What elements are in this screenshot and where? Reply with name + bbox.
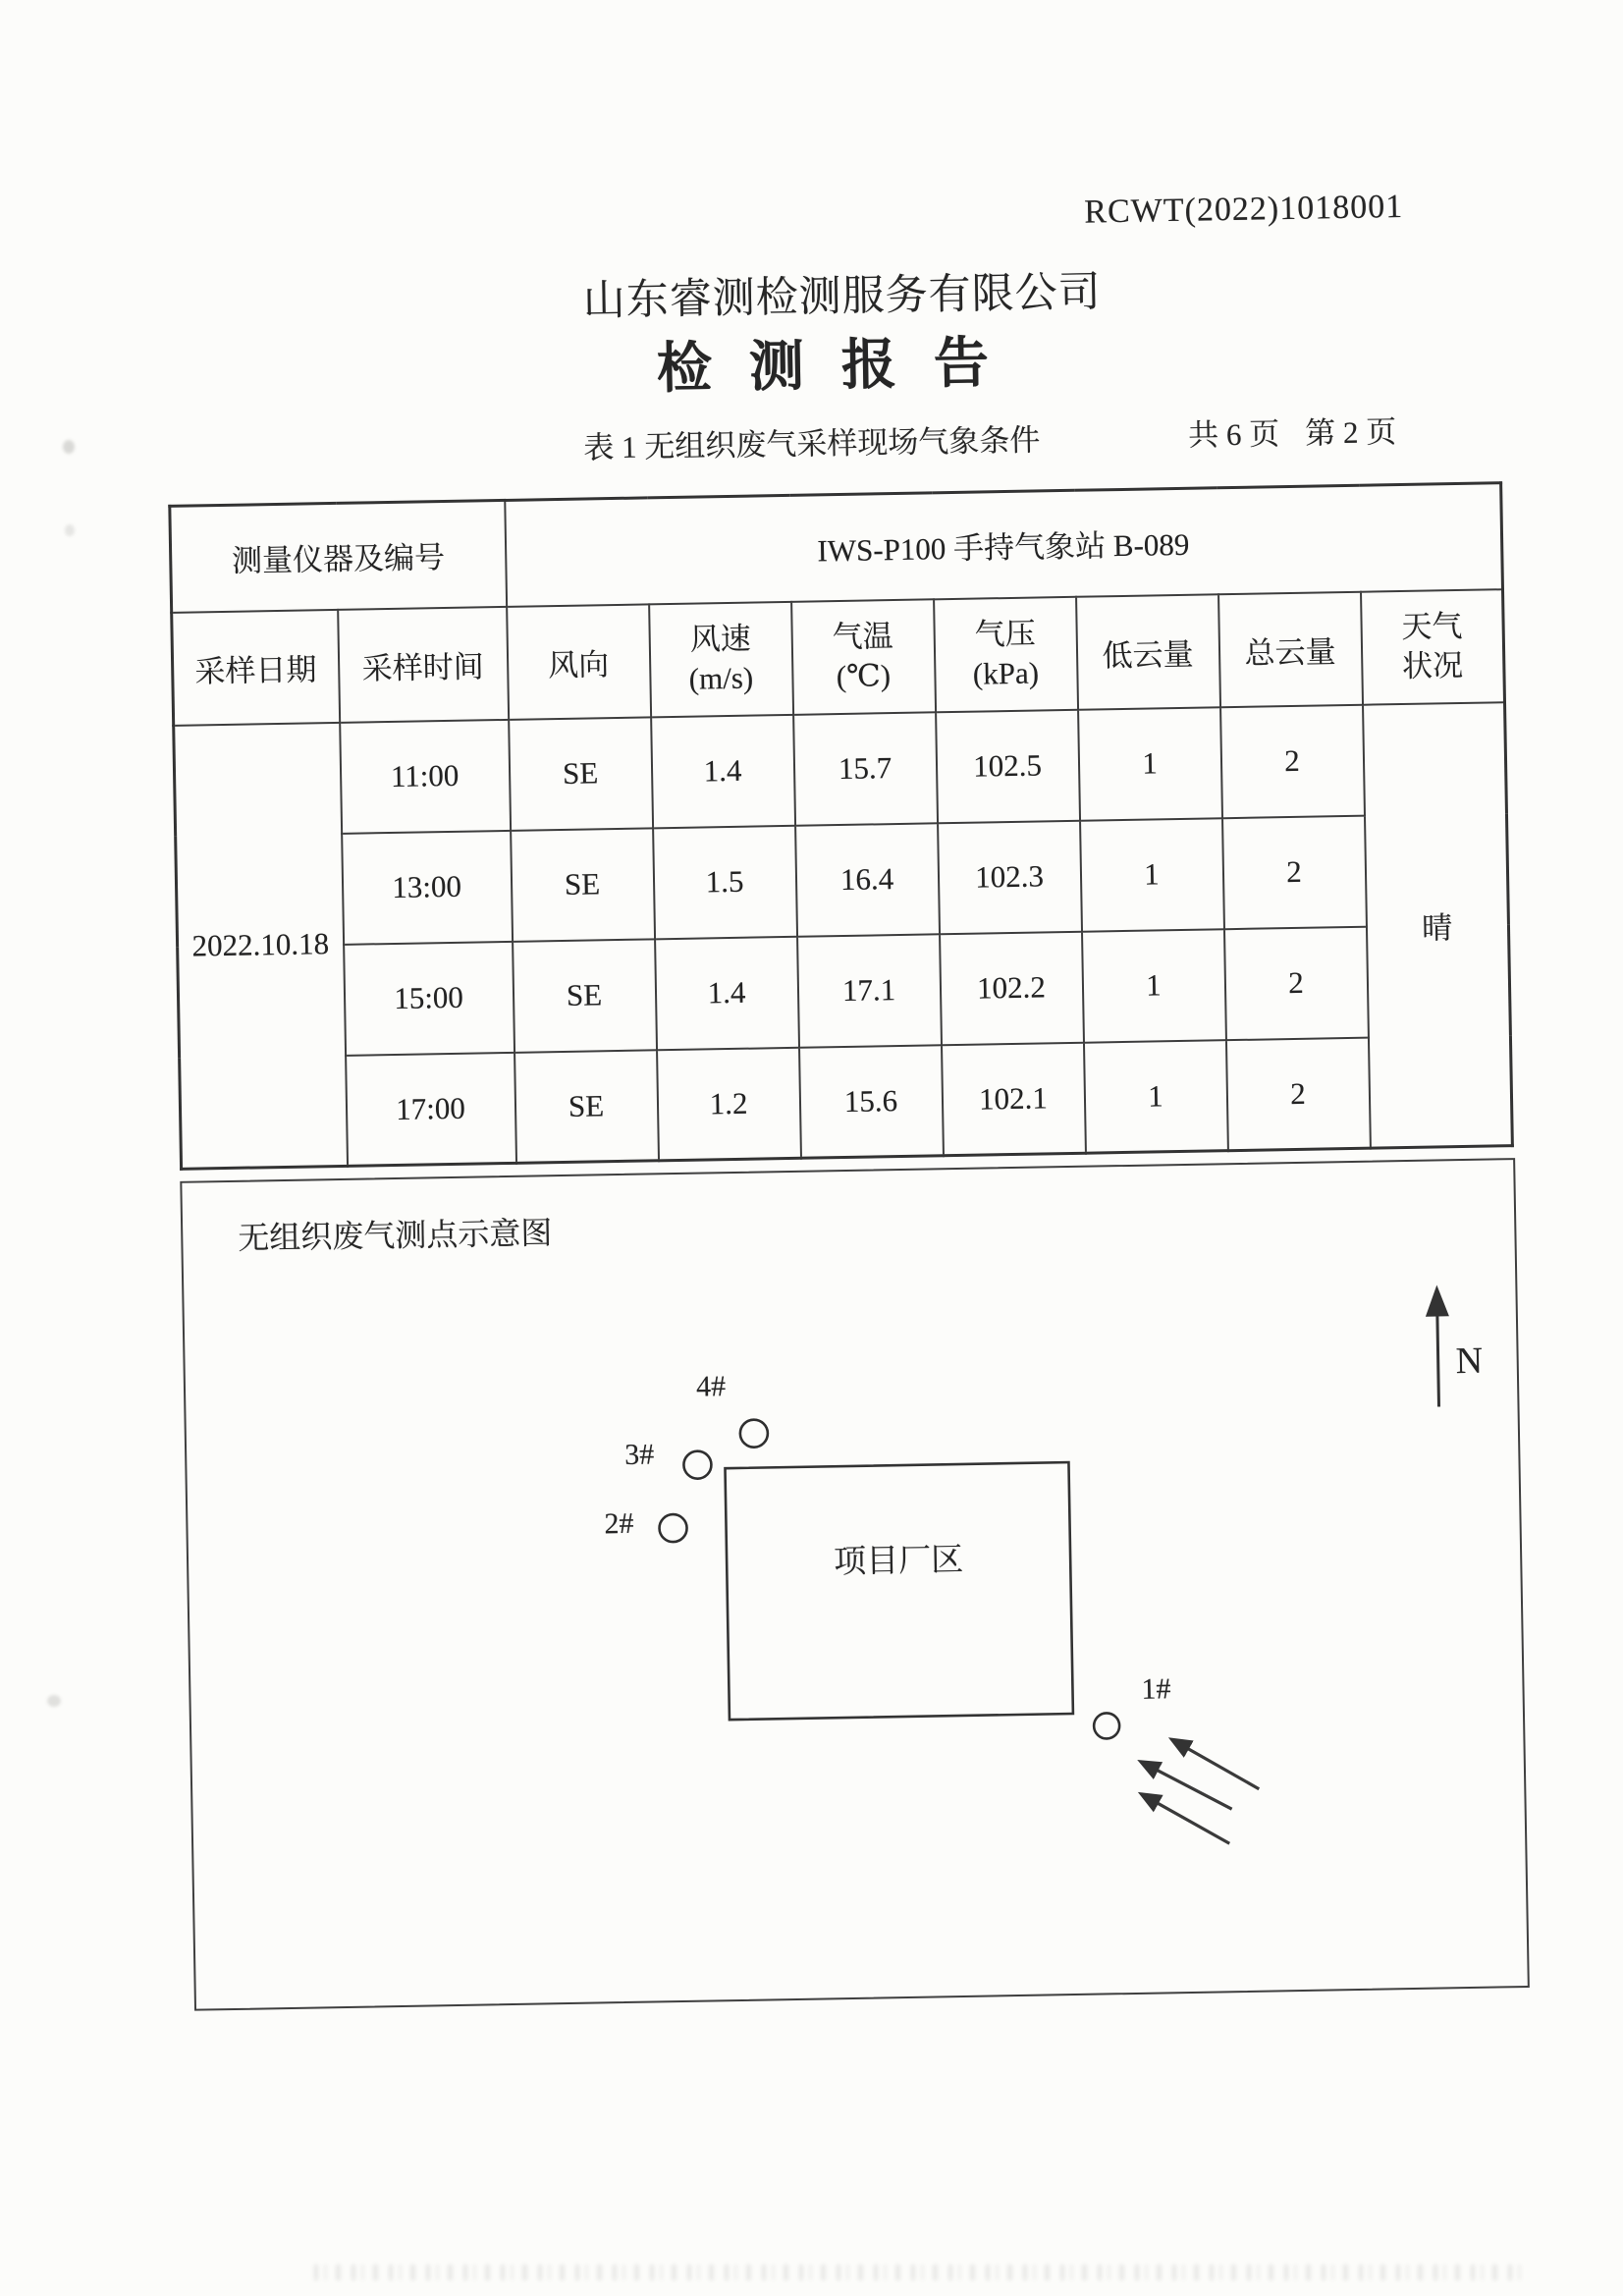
scan-smudge	[47, 1695, 61, 1707]
report-number: RCWT(2022)1018001	[1084, 188, 1404, 231]
cell-temp: 15.7	[793, 712, 938, 826]
pages-total: 共 6 页	[1187, 416, 1280, 453]
cell-time: 13:00	[342, 830, 513, 944]
cell-pressure: 102.5	[936, 709, 1080, 823]
header-weather-line1: 天气	[1401, 608, 1463, 644]
north-arrow	[1425, 1285, 1450, 1406]
cell-wind-dir: SE	[511, 828, 655, 942]
header-weather	[1361, 589, 1505, 705]
instrument-label-cell: 测量仪器及编号	[170, 500, 507, 612]
cell-total-cloud: 2	[1220, 704, 1365, 818]
cell-pressure: 102.2	[940, 931, 1084, 1045]
cell-wind-dir: SE	[509, 717, 653, 831]
weather-conditions-table	[168, 481, 1514, 1171]
scan-smudge	[65, 524, 75, 536]
header-temp-line2: (℃)	[836, 658, 892, 694]
header-wind-speed-line1: 风速	[689, 621, 752, 657]
header-sample-time: 采样时间	[338, 606, 509, 722]
cell-low-cloud: 1	[1078, 707, 1222, 821]
point-2-circle	[659, 1514, 686, 1542]
cell-low-cloud: 1	[1083, 1040, 1227, 1154]
header-low-cloud: 低云量	[1076, 594, 1220, 710]
scan-edge-noise	[314, 2265, 1522, 2280]
header-wind-speed-line2: (m/s)	[688, 660, 754, 696]
cell-temp: 17.1	[797, 934, 942, 1048]
diagram-title: 无组织废气测点示意图	[238, 1215, 553, 1256]
page-current: 第 2 页	[1304, 414, 1397, 451]
header-temp-line1: 气温	[832, 618, 894, 654]
point-4-circle	[740, 1419, 768, 1447]
point-2-label: 2#	[604, 1506, 634, 1541]
header-total-cloud: 总云量	[1218, 591, 1363, 707]
point-3-label: 3#	[623, 1438, 655, 1471]
page-info	[1188, 407, 1397, 455]
wind-direction-arrows	[1140, 1738, 1260, 1845]
cell-low-cloud: 1	[1080, 818, 1224, 932]
cell-sample-date: 2022.10.18	[174, 722, 348, 1169]
cell-low-cloud: 1	[1082, 929, 1226, 1043]
instrument-value-cell: IWS-P100 手持气象站 B-089	[505, 483, 1503, 607]
north-label: N	[1455, 1339, 1484, 1383]
header-wind-dir: 风向	[507, 604, 651, 720]
table-row	[180, 1035, 1513, 1170]
company-name: 山东睿测检测服务有限公司	[582, 269, 1103, 325]
point-1-circle	[1094, 1713, 1119, 1738]
cell-wind-speed: 1.4	[655, 936, 799, 1050]
cell-wind-dir: SE	[513, 939, 657, 1053]
cell-wind-speed: 1.2	[657, 1047, 801, 1161]
header-weather-line2: 状况	[1401, 647, 1464, 684]
cell-wind-speed: 1.5	[653, 825, 797, 939]
header-temp	[791, 599, 936, 715]
point-1-label: 1#	[1141, 1672, 1171, 1706]
cell-temp: 16.4	[795, 823, 940, 937]
cell-wind-dir: SE	[514, 1050, 659, 1164]
cell-time: 15:00	[344, 941, 514, 1055]
cell-pressure: 102.3	[938, 820, 1082, 934]
scan-smudge	[63, 440, 75, 454]
cell-temp: 15.6	[799, 1045, 944, 1159]
site-box-label: 项目厂区	[833, 1542, 964, 1580]
point-4-label: 4#	[695, 1370, 727, 1403]
cell-weather: 晴	[1363, 702, 1513, 1148]
header-pressure	[934, 596, 1078, 712]
point-3-circle	[683, 1450, 711, 1478]
header-sample-date: 采样日期	[172, 609, 340, 725]
report-title: 检 测 报 告	[656, 333, 1001, 401]
cell-time: 17:00	[346, 1052, 516, 1166]
cell-total-cloud: 2	[1225, 1037, 1370, 1151]
sampling-points-diagram	[180, 1158, 1530, 2011]
cell-total-cloud: 2	[1223, 926, 1368, 1040]
table-caption: 表 1 无组织废气采样现场气象条件	[583, 422, 1041, 465]
header-pressure-line2: (kPa)	[972, 655, 1040, 691]
header-pressure-line1: 气压	[974, 616, 1037, 652]
cell-wind-speed: 1.4	[651, 714, 795, 828]
cell-pressure: 102.1	[941, 1042, 1085, 1156]
cell-total-cloud: 2	[1222, 815, 1367, 929]
cell-time: 11:00	[340, 719, 511, 833]
header-wind-speed	[649, 601, 793, 717]
